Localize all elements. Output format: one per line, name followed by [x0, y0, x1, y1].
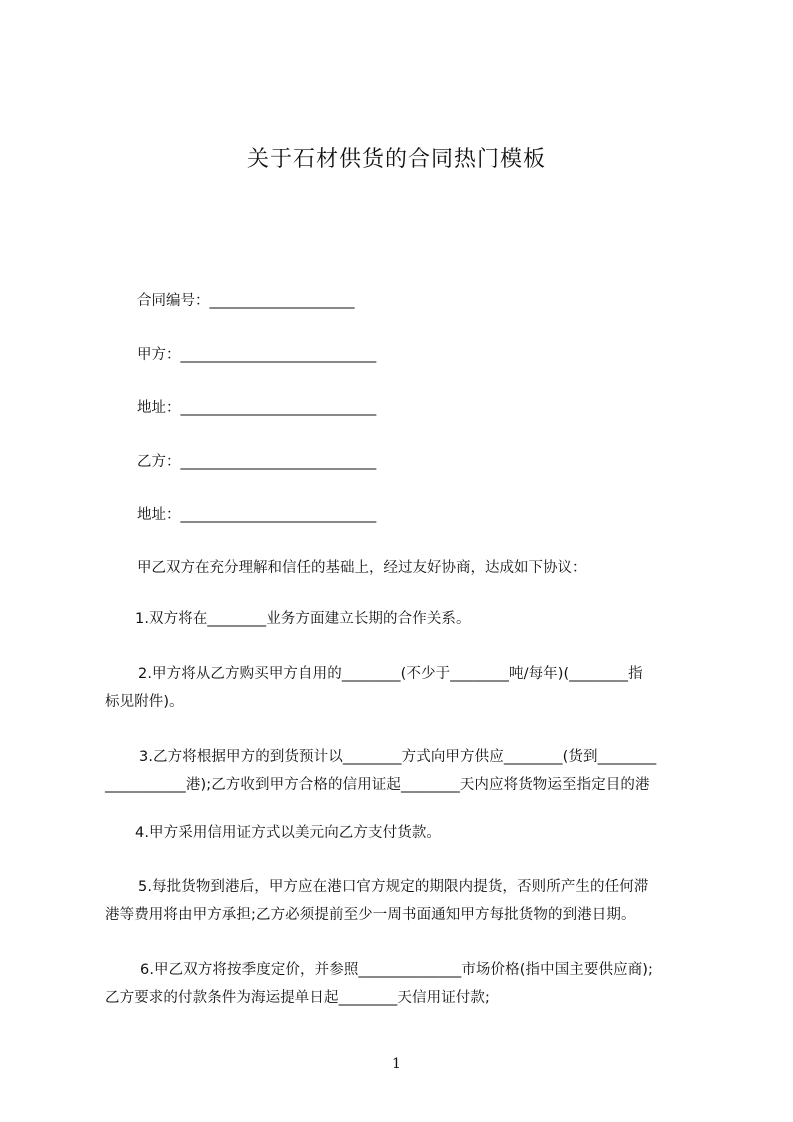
clause-4 [105, 819, 705, 847]
clause-6 [105, 956, 705, 1012]
clause-line: 港等费用将由甲方承担;乙方必须提前至少一周书面通知甲方每批货物的到港日期。 [105, 907, 636, 923]
clause-line: ___________港);乙方收到甲方合格的信用证起________天内应将货物运至指定目的港 [105, 777, 650, 793]
clause-line: 乙方要求的付款条件为海运提单日起________天信用证付款; [105, 990, 490, 1006]
party-b-address-field: 地址：___________________________ [137, 507, 377, 523]
clause-line: 5.每批货物到港后，甲方应在港口官方规定的期限内提货，否则所产生的任何滞 [138, 879, 649, 895]
party-a-field: 甲方：___________________________ [137, 347, 377, 363]
intro-paragraph: 甲乙双方在充分理解和信任的基础上，经过友好协商，达成如下协议： [137, 560, 587, 576]
party-a-address-field: 地址：___________________________ [137, 400, 377, 416]
clause-line: 标见附件)。 [105, 694, 184, 710]
page-number: 1 [392, 1056, 401, 1072]
clause-2 [105, 660, 705, 716]
clause-line: 2.甲方将从乙方购买甲方自用的________(不少于________吨/每年)(________指 [138, 666, 643, 682]
clause-line: 1.双方将在________业务方面建立长期的合作关系。 [135, 611, 471, 627]
clause-5 [105, 873, 705, 929]
clause-line: 6.甲乙双方将按季度定价，并参照______________市场价格(指中国主要供应商); [140, 962, 654, 978]
clause-1 [105, 605, 705, 633]
clause-line: 4.甲方采用信用证方式以美元向乙方支付货款。 [135, 825, 442, 841]
party-b-field: 乙方：___________________________ [137, 454, 377, 470]
clause-line: 3.乙方将根据甲方的到货预计以________方式向甲方供应________(货到________ [139, 749, 657, 765]
document-title: 关于石材供货的合同热门模板 [246, 147, 546, 172]
contract-number-field: 合同编号：____________________ [137, 293, 355, 309]
clause-3 [105, 743, 705, 799]
